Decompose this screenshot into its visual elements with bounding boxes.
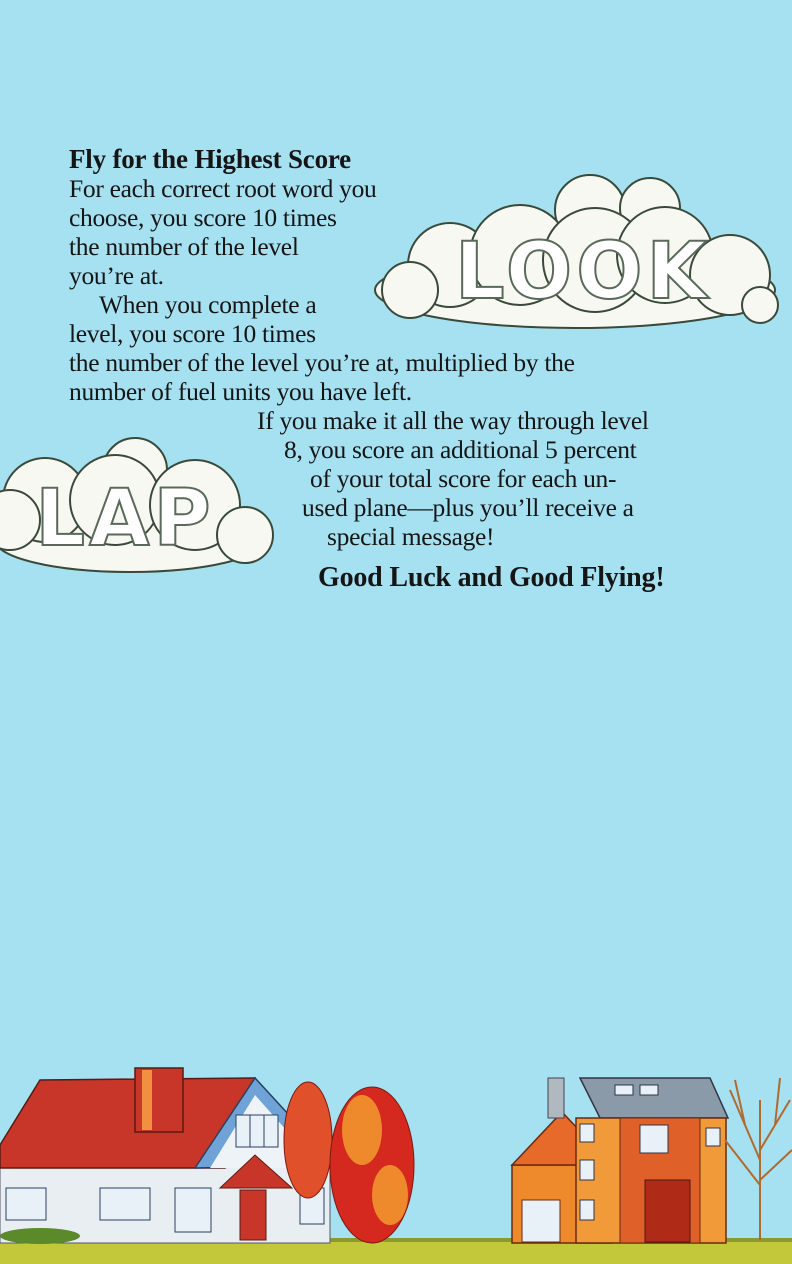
para1-line: For each correct root word you [69, 174, 377, 203]
page-heading: Fly for the Highest Score [69, 144, 351, 174]
para2-line: level, you score 10 times [69, 319, 316, 348]
para2-line: When you complete a [99, 290, 317, 319]
para2-line: the number of the level you’re at, multiplied by the [69, 348, 575, 377]
bare-tree [725, 1078, 792, 1240]
closing-line: Good Luck and Good Flying! [318, 562, 665, 593]
para1-line: you’re at. [69, 261, 164, 290]
para3-line: used plane—plus you’ll receive a [302, 493, 634, 522]
para3-line: If you make it all the way through level [257, 406, 649, 435]
house-right [512, 1078, 728, 1243]
para3-line: of your total score for each un- [310, 464, 617, 493]
cloud-word-look: LOOK [455, 227, 711, 317]
para3-line: special message! [327, 522, 495, 551]
para1-line: the number of the level [69, 232, 299, 261]
cloud-word-lap: LAP [35, 474, 215, 564]
para1-line: choose, you score 10 times [69, 203, 337, 232]
para2-line: number of fuel units you have left. [69, 377, 412, 406]
para3-line: 8, you score an additional 5 percent [284, 435, 637, 464]
